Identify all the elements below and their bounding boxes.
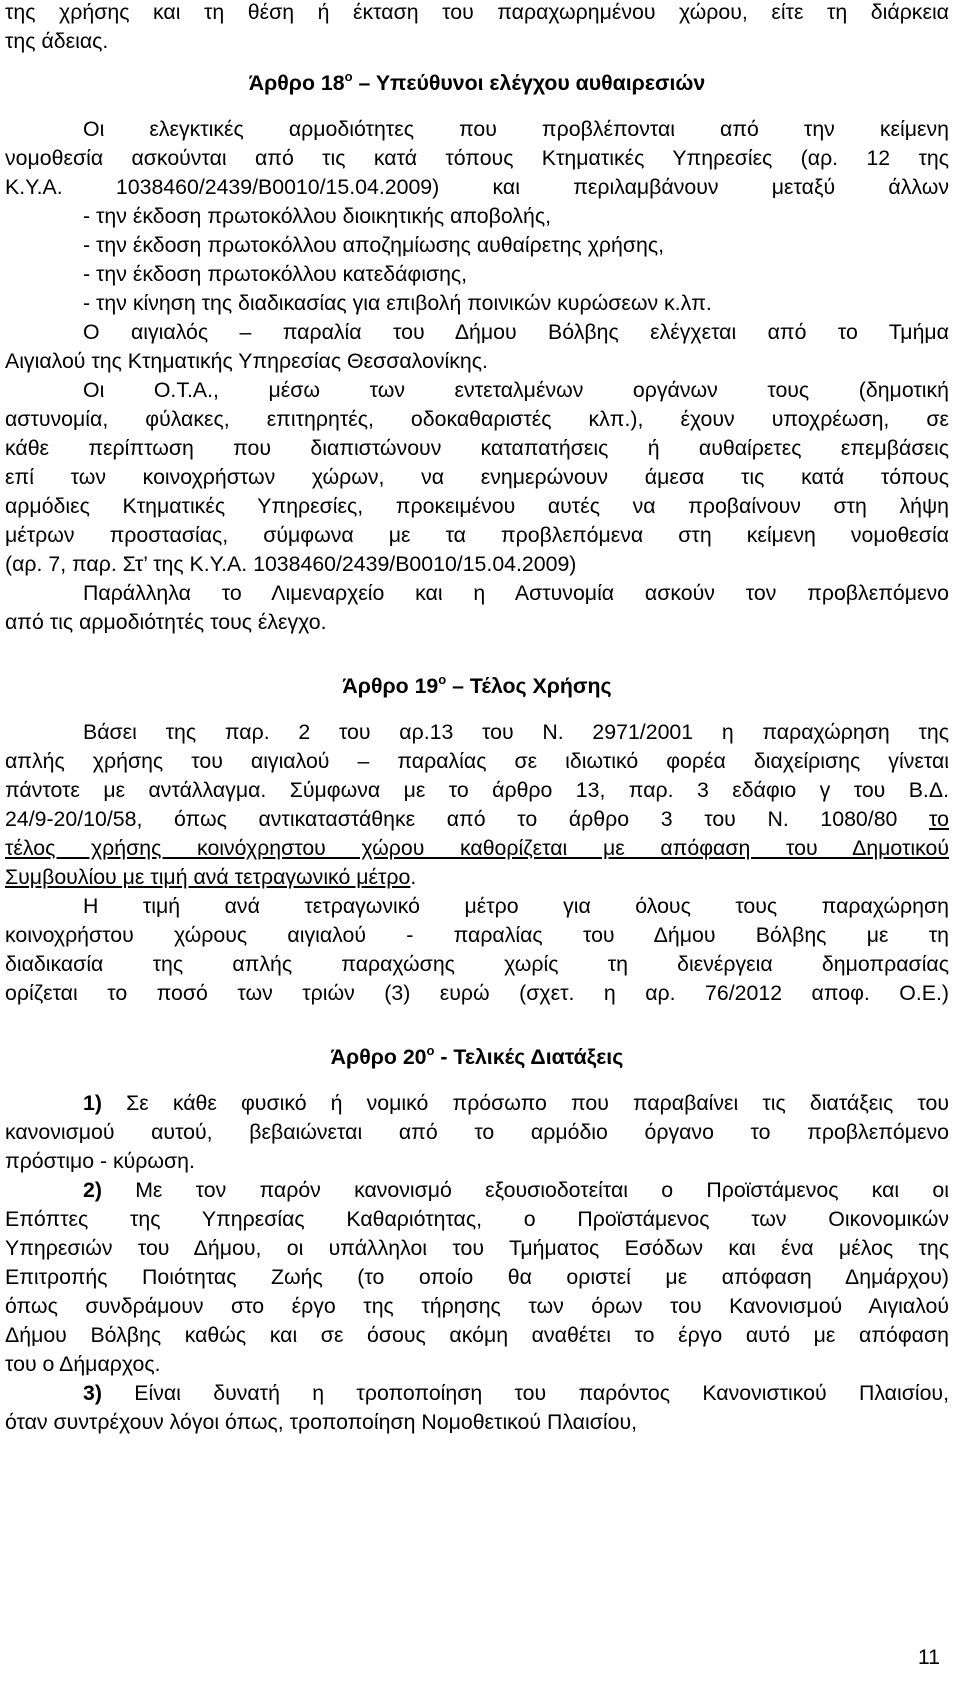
- article-18-title: Άρθρο $18^o$ – Υπεύθυνοι ελέγχου αυθαιρεσιών: [248, 69, 706, 95]
- text-line: μέτρων προστασίας, σύμφωνα με τα προβλεπόμενα στη κείμενη νομοθεσία: [5, 523, 949, 547]
- page-number: 11: [917, 1645, 940, 1669]
- text-line: Υπηρεσιών του Δήμου, οι υπάλληλοι του Τμήματος Εσόδων και ένα μέλος της: [5, 1236, 949, 1260]
- text-line: Βάσει της παρ. 2 του αρ.13 του Ν. 2971/2001 η παραχώρηση της: [83, 720, 949, 744]
- text-line: Ο αιγιαλός – παραλία του Δήμου Βόλβης ελέγχεται από το Τμήμα: [83, 320, 949, 344]
- text-line: 24/9-20/10/58, όπως αντικαταστάθηκε από το άρθρο 3 του Ν. 1080/80 το: [5, 807, 950, 831]
- text-line: Οι Ο.Τ.Α., μέσω των εντεταλμένων οργάνων τους (δημοτική: [83, 378, 949, 402]
- text-line: επί των κοινοχρήστων χώρων, να ενημερώνουν άμεσα τις κατά τόπους: [5, 465, 949, 489]
- text-line: Οι ελεγκτικές αρμοδιότητες που προβλέπονται από την κείμενη: [83, 117, 949, 141]
- text-line: κανονισμού αυτού, βεβαιώνεται από το αρμόδιο όργανο το προβλεπόμενο: [5, 1120, 949, 1144]
- text-line: τέλος χρήσης κοινόχρηστου χώρου καθορίζεται με απόφαση του Δημοτικού: [5, 836, 949, 860]
- list-item: - την έκδοση πρωτοκόλλου αποζημίωσης αυθαίρετης χρήσης,: [83, 233, 665, 257]
- text-line: κοινοχρήστου χώρους αιγιαλού - παραλίας του Δήμου Βόλβης με τη: [5, 923, 949, 947]
- text-line: Η τιμή ανά τετραγωνικό μέτρο για όλους τους παραχώρηση: [83, 894, 949, 918]
- text-line: όπως συνδράμουν στο έργο της τήρησης των όρων του Κανονισμού Αιγιαλού: [5, 1294, 949, 1318]
- text-line: διαδικασία της απλής παραχώσης χωρίς τη διενέργεια δημοπρασίας: [5, 952, 949, 976]
- text-line: του ο Δήμαρχος.: [5, 1352, 161, 1376]
- text-line: της χρήσης και τη θέση ή έκταση του παραχωρημένου χώρου, είτε τη διάρκεια: [5, 0, 949, 24]
- text-line: 2) Με τον παρόν κανονισμό εξουσιοδοτείται ο Προϊστάμενος και οι: [83, 1178, 949, 1202]
- text-line: Παράλληλα το Λιμεναρχείο και η Αστυνομία ασκούν τον προβλεπόμενο: [83, 581, 949, 605]
- text-line: απλής χρήσης του αιγιαλού – παραλίας σε ιδιωτικό φορέα διαχείρισης γίνεται: [5, 749, 949, 773]
- text-line: ορίζεται το ποσό των τριών (3) ευρώ (σχετ. η αρ. 76/2012 αποφ. Ο.Ε.): [5, 981, 949, 1005]
- text-line: κάθε περίπτωση που διαπιστώνουν καταπατήσεις ή αυθαίρετες επεμβάσεις: [5, 436, 949, 460]
- text-line: αστυνομία, φύλακες, επιτηρητές, οδοκαθαριστές κλπ.), έχουν υποχρέωση, σε: [5, 407, 949, 431]
- list-item: - την έκδοση πρωτοκόλλου διοικητικής αποβολής,: [83, 204, 552, 228]
- list-item: - την έκδοση πρωτοκόλλου κατεδάφισης,: [83, 262, 468, 286]
- article-20-title: Άρθρο $20^o$ - Τελικές Διατάξεις: [330, 1043, 624, 1069]
- text-line: (αρ. 7, παρ. Στ’ της Κ.Υ.Α. 1038460/2439/Β0010/15.04.2009): [5, 552, 577, 576]
- text-line: Επόπτες της Υπηρεσίας Καθαριότητας, ο Προϊστάμενος των Οικονομικών: [5, 1207, 949, 1231]
- text-line: όταν συντρέχουν λόγοι όπως, τροποποίηση Νομοθετικού Πλαισίου,: [5, 1410, 638, 1434]
- text-line: αρμόδιες Κτηματικές Υπηρεσίες, προκειμένου αυτές να προβαίνουν στη λήψη: [5, 494, 949, 518]
- text-line: 1) Σε κάθε φυσικό ή νομικό πρόσωπο που παραβαίνει τις διατάξεις του: [83, 1091, 949, 1115]
- text-line: πρόστιμο - κύρωση.: [5, 1149, 195, 1173]
- text-line: Κ.Υ.Α. 1038460/2439/Β0010/15.04.2009) και περιλαμβάνουν μεταξύ άλλων: [5, 175, 949, 199]
- text-line: από τις αρμοδιότητές τους έλεγχο.: [5, 610, 327, 634]
- list-item: - την κίνηση της διαδικασίας για επιβολή ποινικών κυρώσεων κ.λπ.: [83, 291, 712, 315]
- text-line: της άδειας.: [5, 29, 109, 53]
- text-line: Αιγιαλού της Κτηματικής Υπηρεσίας Θεσσαλονίκης.: [5, 349, 488, 373]
- text-line: νομοθεσία ασκούνται από τις κατά τόπους Κτηματικές Υπηρεσίες (αρ. 12 της: [5, 146, 949, 170]
- text-line: Συμβουλίου με τιμή ανά τετραγωνικό μέτρο.: [5, 865, 417, 889]
- text-line: πάντοτε με αντάλλαγμα. Σύμφωνα με το άρθρο 13, παρ. 3 εδάφιο γ του Β.Δ.: [5, 778, 949, 802]
- text-line: 3) Είναι δυνατή η τροποποίηση του παρόντος Κανονιστικού Πλαισίου,: [83, 1381, 949, 1405]
- text-line: Επιτροπής Ποιότητας Ζωής (το οποίο θα οριστεί με απόφαση Δημάρχου): [5, 1265, 949, 1289]
- text-line: Δήμου Βόλβης καθώς και σε όσους ακόμη αναθέτει το έργο αυτό με απόφαση: [5, 1323, 949, 1347]
- article-19-title: Άρθρο $19^o$ – Τέλος Χρήσης: [342, 672, 612, 698]
